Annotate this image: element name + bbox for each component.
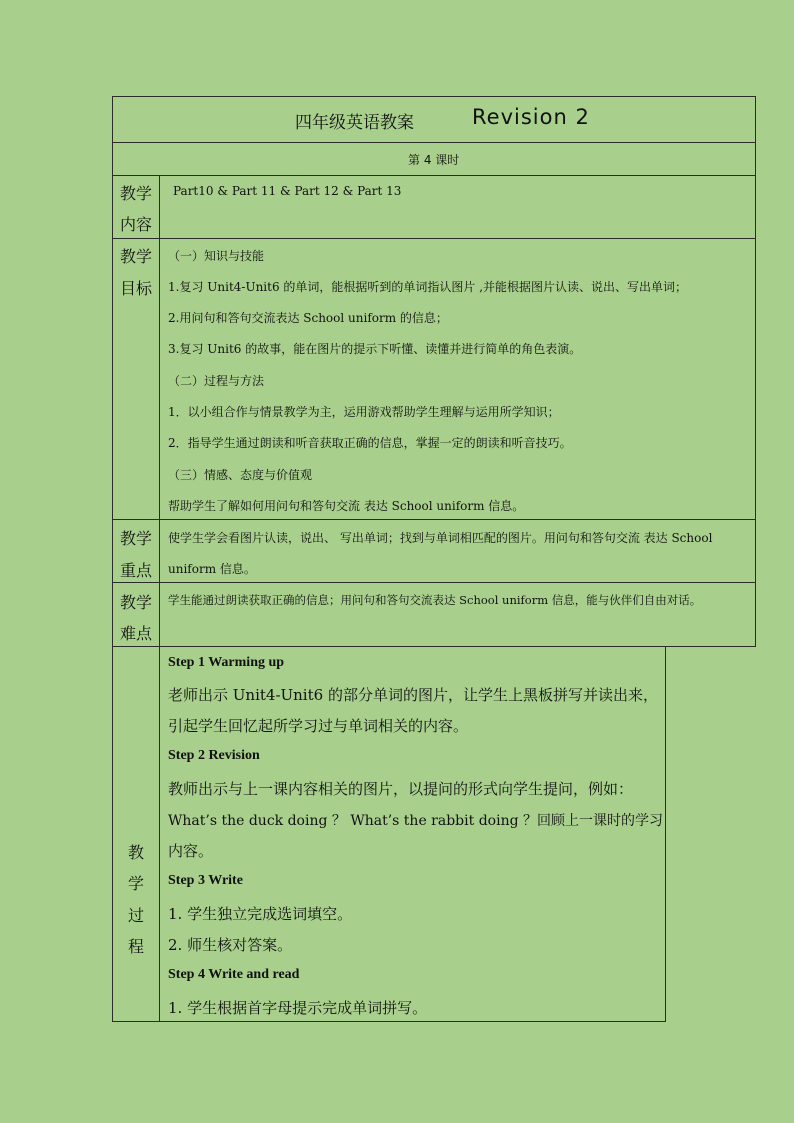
process-label-char: 学 (128, 874, 145, 893)
row-divider (112, 142, 756, 143)
step-1-title: Step 1 Warming up (168, 655, 285, 670)
step-3-item: 1. 学生独立完成选词填空。 (168, 905, 353, 923)
objectives-label-top: 教学 (120, 247, 153, 266)
row-divider (112, 175, 756, 176)
content-label-bottom: 内容 (120, 215, 153, 234)
objectives-line: 1．以小组合作与情景教学为主，运用游戏帮助学生理解与运用所学知识； (168, 405, 560, 419)
step-1-line: 引起学生回忆起所学习过与单词相关的内容。 (168, 717, 469, 735)
objectives-line: 2.用问句和答句交流表达 School uniform 的信息； (168, 311, 448, 325)
objectives-line: 2．指导学生通过朗读和听音获取正确的信息，掌握一定的朗读和听音技巧。 (168, 436, 572, 450)
content-label-top: 教学 (120, 184, 153, 203)
step-2-line: 教师出示与上一课内容相关的图片，以提问的形式向学生提问，例如： (168, 780, 634, 798)
table-border-top (112, 96, 756, 97)
step-4-title: Step 4 Write and read (168, 967, 300, 982)
process-label-char: 教 (128, 843, 145, 862)
objectives-line: 1.复习 Unit4-Unit6 的单词，能根据听到的单词指认图片 ,并能根据图片认读、说出、写出单词； (168, 280, 688, 294)
row-divider (112, 519, 756, 520)
objectives-label-bottom: 目标 (120, 279, 153, 298)
process-label-char: 过 (128, 906, 145, 925)
step-3-title: Step 3 Write (168, 873, 243, 888)
key-points-line: 使学生学会看图片认读，说出、 写出单词；找到与单词相匹配的图片。用问句和答句交流 表达 School (168, 531, 713, 545)
lesson-number: 第 4 课时 (408, 153, 460, 167)
process-label-char: 程 (128, 937, 145, 956)
key-points-line: uniform 信息。 (168, 562, 256, 576)
title-chinese: 四年级英语教案 (295, 113, 414, 133)
step-2-line: 内容。 (168, 842, 214, 860)
table-border-left (112, 96, 113, 1022)
title-english: Revision 2 (472, 105, 590, 129)
objectives-line: 3.复习 Unit6 的故事，能在图片的提示下听懂、读懂并进行简单的角色表演。 (168, 342, 582, 356)
row-divider (112, 238, 756, 239)
table-border-right-upper (755, 96, 756, 646)
row-divider (112, 646, 756, 647)
difficulties-label-bottom: 难点 (120, 624, 153, 643)
step-2-line: What’s the duck doing ？ What’s the rabbit doing ？回顾上一课时的学习 (168, 813, 663, 829)
step-4-item: 1. 学生根据首字母提示完成单词拼写。 (168, 999, 428, 1017)
difficulties-label-top: 教学 (120, 593, 153, 612)
key-points-label-bottom: 重点 (120, 561, 153, 580)
objectives-line: （一）知识与技能 (168, 249, 265, 263)
objectives-line: （二）过程与方法 (168, 374, 265, 388)
objectives-line: （三）情感、态度与价值观 (168, 468, 313, 482)
row-divider (112, 582, 756, 583)
step-3-item: 2. 师生核对答案。 (168, 936, 293, 954)
key-points-label-top: 教学 (120, 529, 153, 548)
table-border-bottom (112, 1021, 666, 1022)
step-2-title: Step 2 Revision (168, 748, 260, 763)
label-column-divider (159, 175, 160, 1022)
content-text: Part10 & Part 11 & Part 12 & Part 13 (173, 184, 402, 198)
objectives-line: 帮助学生了解如何用问句和答句交流 表达 School uniform 信息。 (168, 499, 525, 513)
difficulties-text: 学生能通过朗读获取正确的信息；用问句和答句交流表达 School uniform 信息，能与伙伴们自由对话。 (168, 593, 702, 607)
step-1-line: 老师出示 Unit4-Unit6 的部分单词的图片，让学生上黑板拼写并读出来， (168, 686, 658, 704)
table-border-right-lower (665, 646, 666, 1022)
